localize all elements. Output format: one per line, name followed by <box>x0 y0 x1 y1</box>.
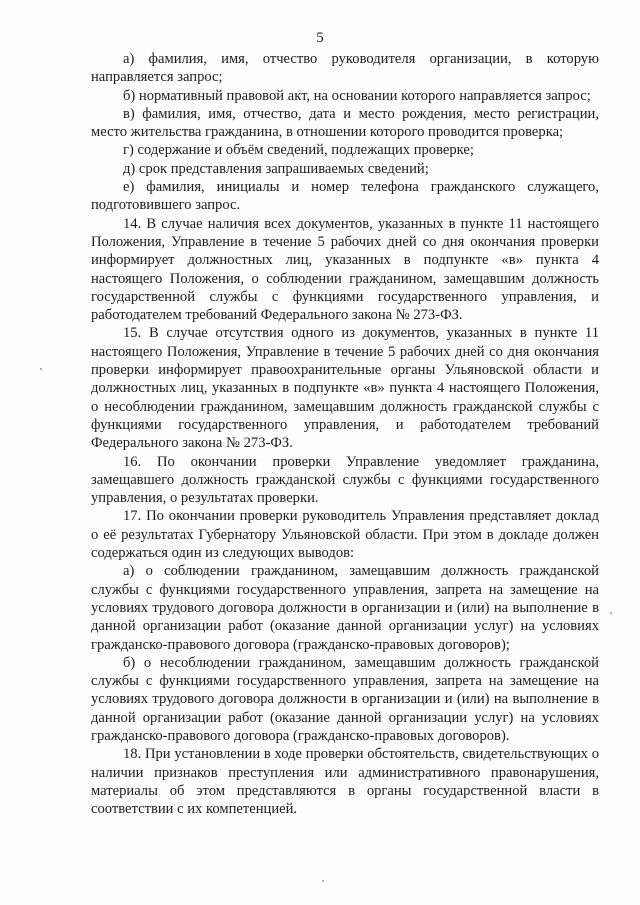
scan-speck <box>610 612 612 614</box>
paragraph-item-b-legal-act: б) нормативный правовой акт, на основании которого направляется запрос; <box>123 87 591 104</box>
paragraph-item-v-citizen-details: в) фамилия, имя, отчество, дата и место рождения, место регистрации, место жительства гражданина, в отношении которого проводится проверка; <box>91 105 599 141</box>
page-number: 5 <box>316 30 324 46</box>
scan-speck <box>322 880 324 882</box>
paragraph-item-a-organization-head: а) фамилия, имя, отчество руководителя организации, в которую направляется запрос; <box>91 51 599 86</box>
paragraph-clause-16: 16. По окончании проверки Управление уведомляет гражданина, замещавшего должность гражданской службы с функциями государственного управления, о результатах проверки. <box>91 453 599 507</box>
paragraph-clause-17: 17. По окончании проверки руководитель Управления представляет доклад о её результатах Губернатору Ульяновской области. При этом в докладе должен содержаться один из следующих выводов: <box>91 508 599 562</box>
paragraph-clause-14: 14. В случае наличия всех документов, указанных в пункте 11 настоящего Положения, Управление в течение 5 рабочих дней со дня окончания проверки информирует должностных лиц, указанных в подпункте «в» пункта 4 настоящего Положения, о соблюдении гражданином, замещавшим должность государственной службы с функциями государственного управления, и работодателем требований Федерального закона № 273-ФЗ. <box>91 215 599 324</box>
document-body <box>91 50 599 818</box>
paragraph-clause-18: 18. При установлении в ходе проверки обстоятельств, свидетельствующих о наличии признаков преступления или административного правонарушения, материалы об этом представляются в органы государственной власти в соответствии с их компетенцией. <box>91 746 599 818</box>
paragraph-clause-17-a: а) о соблюдении гражданином, замещавшим должность гражданской службы с функциями государственного управления, запрета на замещение на условиях трудового договора должности в организации и (или) на выполнение в данной организации работ (оказание данной организации услуг) на условиях гражданско-правового договора (гражданско-правовых договоров); <box>91 563 599 653</box>
paragraph-clause-17-b: б) о несоблюдении гражданином, замещавшим должность гражданской службы с функциями государственного управления, запрета на замещение на условиях трудового договора должности в организации и (или) на выполнение в данной организации работ (оказание данной организации услуг) на условиях гражданско-правового договора (гражданско-правовых договоров). <box>91 654 599 744</box>
paragraph-clause-15: 15. В случае отсутствия одного из документов, указанных в пункте 11 настоящего Положения, Управление в течение 5 рабочих дней со дня окончания проверки информирует правоохранительные органы Ульяновской области и должностных лиц, указанных в подпункте «в» пункта 4 настоящего Положения, о несоблюдении гражданином, замещавшим должность гражданской службы с функциями государственного управления, и работодателем требований Федерального закона № 273-ФЗ. <box>91 325 599 452</box>
paragraph-item-e-author: е) фамилия, инициалы и номер телефона гражданского служащего, подготовившего запрос. <box>91 179 599 214</box>
scan-speck <box>40 368 42 370</box>
paragraph-item-d-deadline: д) срок представления запрашиваемых сведений; <box>123 160 429 177</box>
paragraph-item-g-scope: г) содержание и объём сведений, подлежащих проверке; <box>123 142 474 159</box>
